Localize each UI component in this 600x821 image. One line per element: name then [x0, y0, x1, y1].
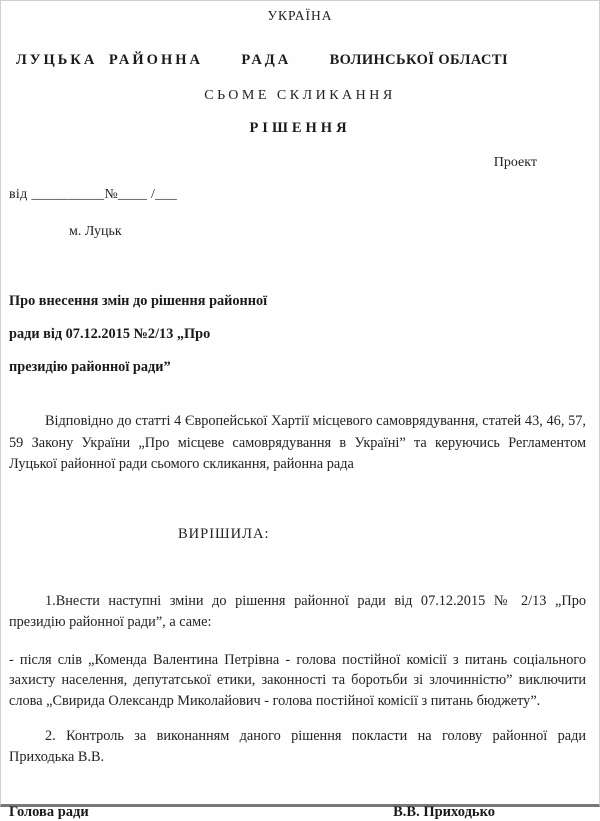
convocation-line: СЬОМЕ СКЛИКАННЯ — [204, 88, 396, 103]
country-title: УКРАЇНА — [267, 8, 333, 23]
subject-line-3: президію районної ради” — [9, 359, 171, 375]
subject-line-1: Про внесення змін до рішення районної — [9, 293, 268, 309]
date-number-blank-line: від __________№____ /___ — [9, 187, 178, 202]
subject-heading — [9, 285, 586, 384]
signature-row — [9, 804, 495, 821]
signature-title: Голова ради — [9, 804, 89, 820]
resolution-item-1: 1.Внести наступні зміни до рішення районної ради від 07.12.2015 № 2/13 „Про президію районної ради”, а саме: — [9, 592, 586, 630]
council-name-left: ЛУЦЬКА РАЙОННА — [16, 52, 203, 68]
council-region: ВОЛИНСЬКОЇ ОБЛАСТІ — [329, 52, 508, 68]
intro-paragraph: Відповідно до статті 4 Європейської Хартії місцевого самоврядування, статей 43, 46, 57, 59 Закону України „Про місцеве самоврядування в Україні” та керуючись Регламентом Луцької районної ради сьомого скликання, районна рада — [9, 413, 586, 472]
city-line: м. Луцьк — [69, 224, 122, 239]
subject-line-2: ради від 07.12.2015 №2/13 „Про — [9, 326, 211, 342]
draft-label: Проект — [493, 155, 537, 170]
resolution-item-2: 2. Контроль за виконанням даного рішення покласти на голову районної ради Приходька В.В. — [9, 728, 586, 765]
signature-name: В.В. Приходько — [393, 804, 495, 820]
council-name-center: РАДА — [241, 52, 292, 68]
council-title-line — [16, 52, 508, 69]
resolution-amendment-clause: - після слів „Коменда Валентина Петрівна - голова постійної комісії з питань соціального захисту населення, депутатської етики, законності та боротьби зі злочинністю” виключити слова „Свирида Олександр Миколайович - голова постійної комісії з питань бюджету”. — [9, 651, 586, 709]
document-type-title: РІШЕННЯ — [249, 120, 351, 136]
resolved-label: ВИРІШИЛА: — [178, 525, 270, 542]
